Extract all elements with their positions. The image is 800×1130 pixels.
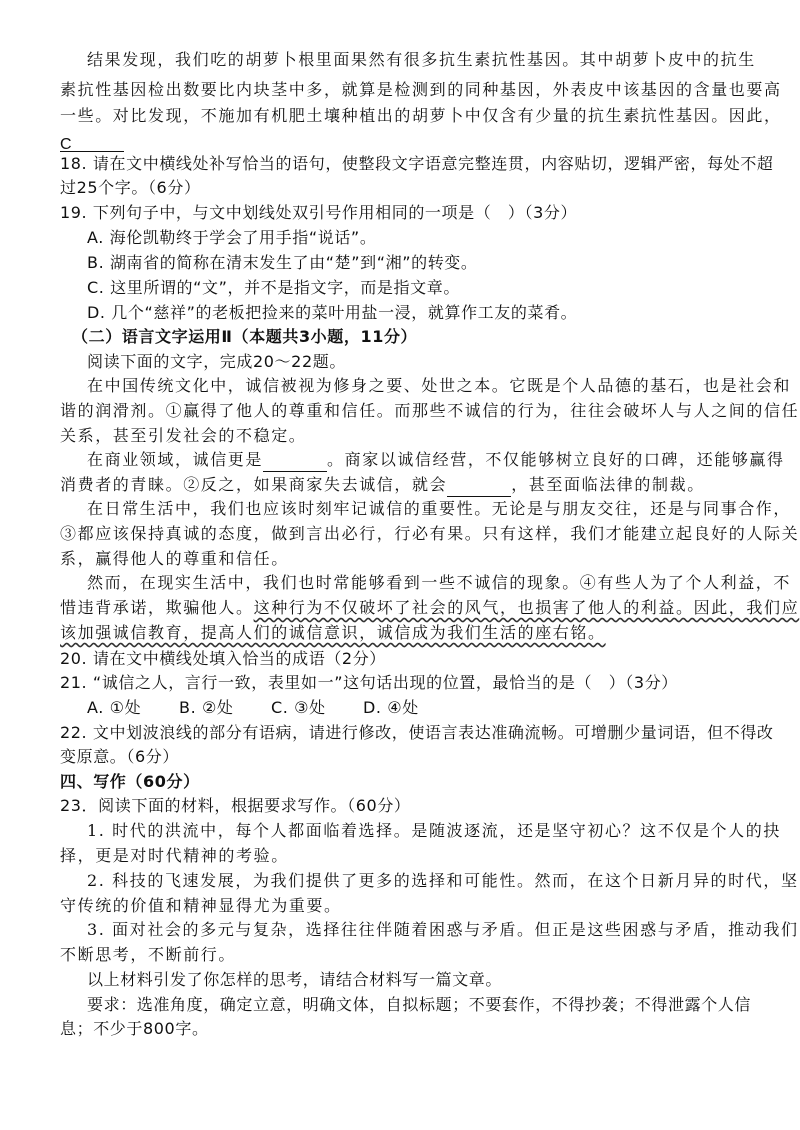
option-b: B. 湖南省的简称在清末发生了由“楚”到“湘”的转变。	[87, 253, 478, 272]
passage-blank-line	[60, 128, 760, 152]
option-a: A. ①处	[87, 698, 142, 717]
answer-blank	[263, 453, 327, 472]
option-c: C. 这里所谓的“文”，并不是指文字，而是指文章。	[87, 278, 460, 297]
question-19: 19. 下列句子中，与文中划线处双引号作用相同的一项是（ ）（3分）	[60, 203, 578, 222]
wavy-underlined-text: 该加强诚信教育，提高人们的诚信意识，诚信成为我们生活的座右铭。	[60, 623, 606, 642]
material-line: 3. 面对社会的多元与复杂，选择往往伴随着困惑与矛盾。但正是这些困惑与矛盾，推动我们	[87, 920, 799, 939]
material-line: 2. 科技的飞速发展，为我们提供了更多的选择和可能性。然而，在这个日新月异的时代，坚	[87, 871, 799, 890]
option-d: D. 几个“慈祥”的老板把捡来的菜叶用盐一浸，就算作工友的菜肴。	[87, 303, 578, 322]
option-b: B. ②处	[179, 698, 234, 717]
text-segment: 消费者的青睐。②反之，如果商家失去诚信，就会	[60, 475, 448, 494]
material-line: 守传统的价值和精神显得尤为重要。	[60, 896, 342, 915]
passage-line: ③都应该保持真诚的态度，做到言出必行，行必有果。只有这样，我们才能建立起良好的人际关	[60, 524, 800, 543]
passage-line: 在中国传统文化中，诚信被视为修身之要、处世之本。它既是个人品德的基石，也是社会和	[87, 376, 792, 395]
writing-requirements-cont: 息；不少于800字。	[60, 1019, 209, 1038]
text-segment: 在商业领域，诚信更是	[87, 450, 264, 469]
passage-line	[60, 596, 800, 620]
question-18: 18. 请在文中横线处补写恰当的语句，使整段文字语意完整连贯，内容贴切，逻辑严密，每处不超	[60, 154, 774, 173]
writing-prompt: 以上材料引发了你怎样的思考，请结合材料写一篇文章。	[87, 970, 503, 989]
passage-line: 在日常生活中，我们也应该时刻牢记诚信的重要性。无论是与朋友交往，还是与同事合作，	[87, 499, 792, 518]
passage-line	[60, 621, 760, 645]
question-22-cont: 变原意。（6分）	[60, 747, 179, 766]
blank-c: C	[60, 133, 124, 152]
passage-line	[87, 448, 785, 472]
text-segment: 。商家以诚信经营，不仅能够树立良好的口碑，还能够赢得	[327, 450, 785, 469]
passage-line: 素抗性基因检出数要比内块茎中多，就算是检测到的同种基因，外表皮中该基因的含量也要高	[60, 80, 782, 99]
wavy-underlined-text: 这种行为不仅破坏了社会的风气，也损害了他人的利益。因此，我们应	[253, 598, 800, 617]
option-d: D. ④处	[363, 698, 419, 717]
text-segment: ，甚至面临法律的制裁。	[511, 475, 705, 494]
material-line: 1. 时代的洪流中，每个人都面临着选择。是随波逐流，还是坚守初心？这不仅是个人的抉	[87, 821, 781, 840]
writing-requirements: 要求：选准角度，确定立意，明确文体，自拟标题；不要套作，不得抄袭；不得泄露个人信	[87, 995, 752, 1014]
question-22: 22. 文中划波浪线的部分有语病，请进行修改，使语言表达准确流畅。可增删少量词语，但不得改	[60, 723, 774, 742]
option-a: A. 海伦凯勒终于学会了用手指“说话”。	[87, 228, 377, 247]
passage-line: 谐的润滑剂。①赢得了他人的尊重和信任。而那些不诚信的行为，往往会破坏人与人之间的信任	[60, 401, 800, 420]
material-line: 择，更是对时代精神的考验。	[60, 846, 289, 865]
question-18-cont: 过25个字。（6分）	[60, 178, 201, 197]
option-c: C. ③处	[271, 698, 326, 717]
passage-line: 关系，甚至引发社会的不稳定。	[60, 426, 307, 445]
section-heading: （二）语言文字运用Ⅱ（本题共3小题，11分）	[72, 327, 418, 346]
passage-line	[60, 473, 760, 497]
question-21: 21. “诚信之人，言行一致，表里如一”这句话出现的位置，最恰当的是（ ）（3分）	[60, 673, 678, 692]
question-20: 20. 请在文中横线处填入恰当的成语（2分）	[60, 649, 386, 668]
answer-blank	[447, 478, 511, 497]
question-23: 23．阅读下面的材料，根据要求写作。（60分）	[60, 796, 411, 815]
question-21-options	[87, 696, 787, 720]
section-instruction: 阅读下面的文字，完成20～22题。	[87, 352, 346, 371]
passage-line: 一些。对比发现，不施加有机肥土壤种植出的胡萝卜中仅含有少量的抗生素抗性基因。因此，	[60, 106, 782, 125]
material-line: 不断思考，不断前行。	[60, 945, 237, 964]
passage-line: 系，赢得他人的尊重和信任。	[60, 549, 289, 568]
passage-line: 然而，在现实生活中，我们也时常能够看到一些不诚信的现象。④有些人为了个人利益，不	[87, 573, 792, 592]
passage-line: 结果发现，我们吃的胡萝卜根里面果然有很多抗生素抗性基因。其中胡萝卜皮中的抗生	[87, 50, 756, 69]
section-heading: 四、写作（60分）	[60, 772, 200, 791]
text-segment: 惜违背承诺，欺骗他人。	[60, 598, 254, 617]
